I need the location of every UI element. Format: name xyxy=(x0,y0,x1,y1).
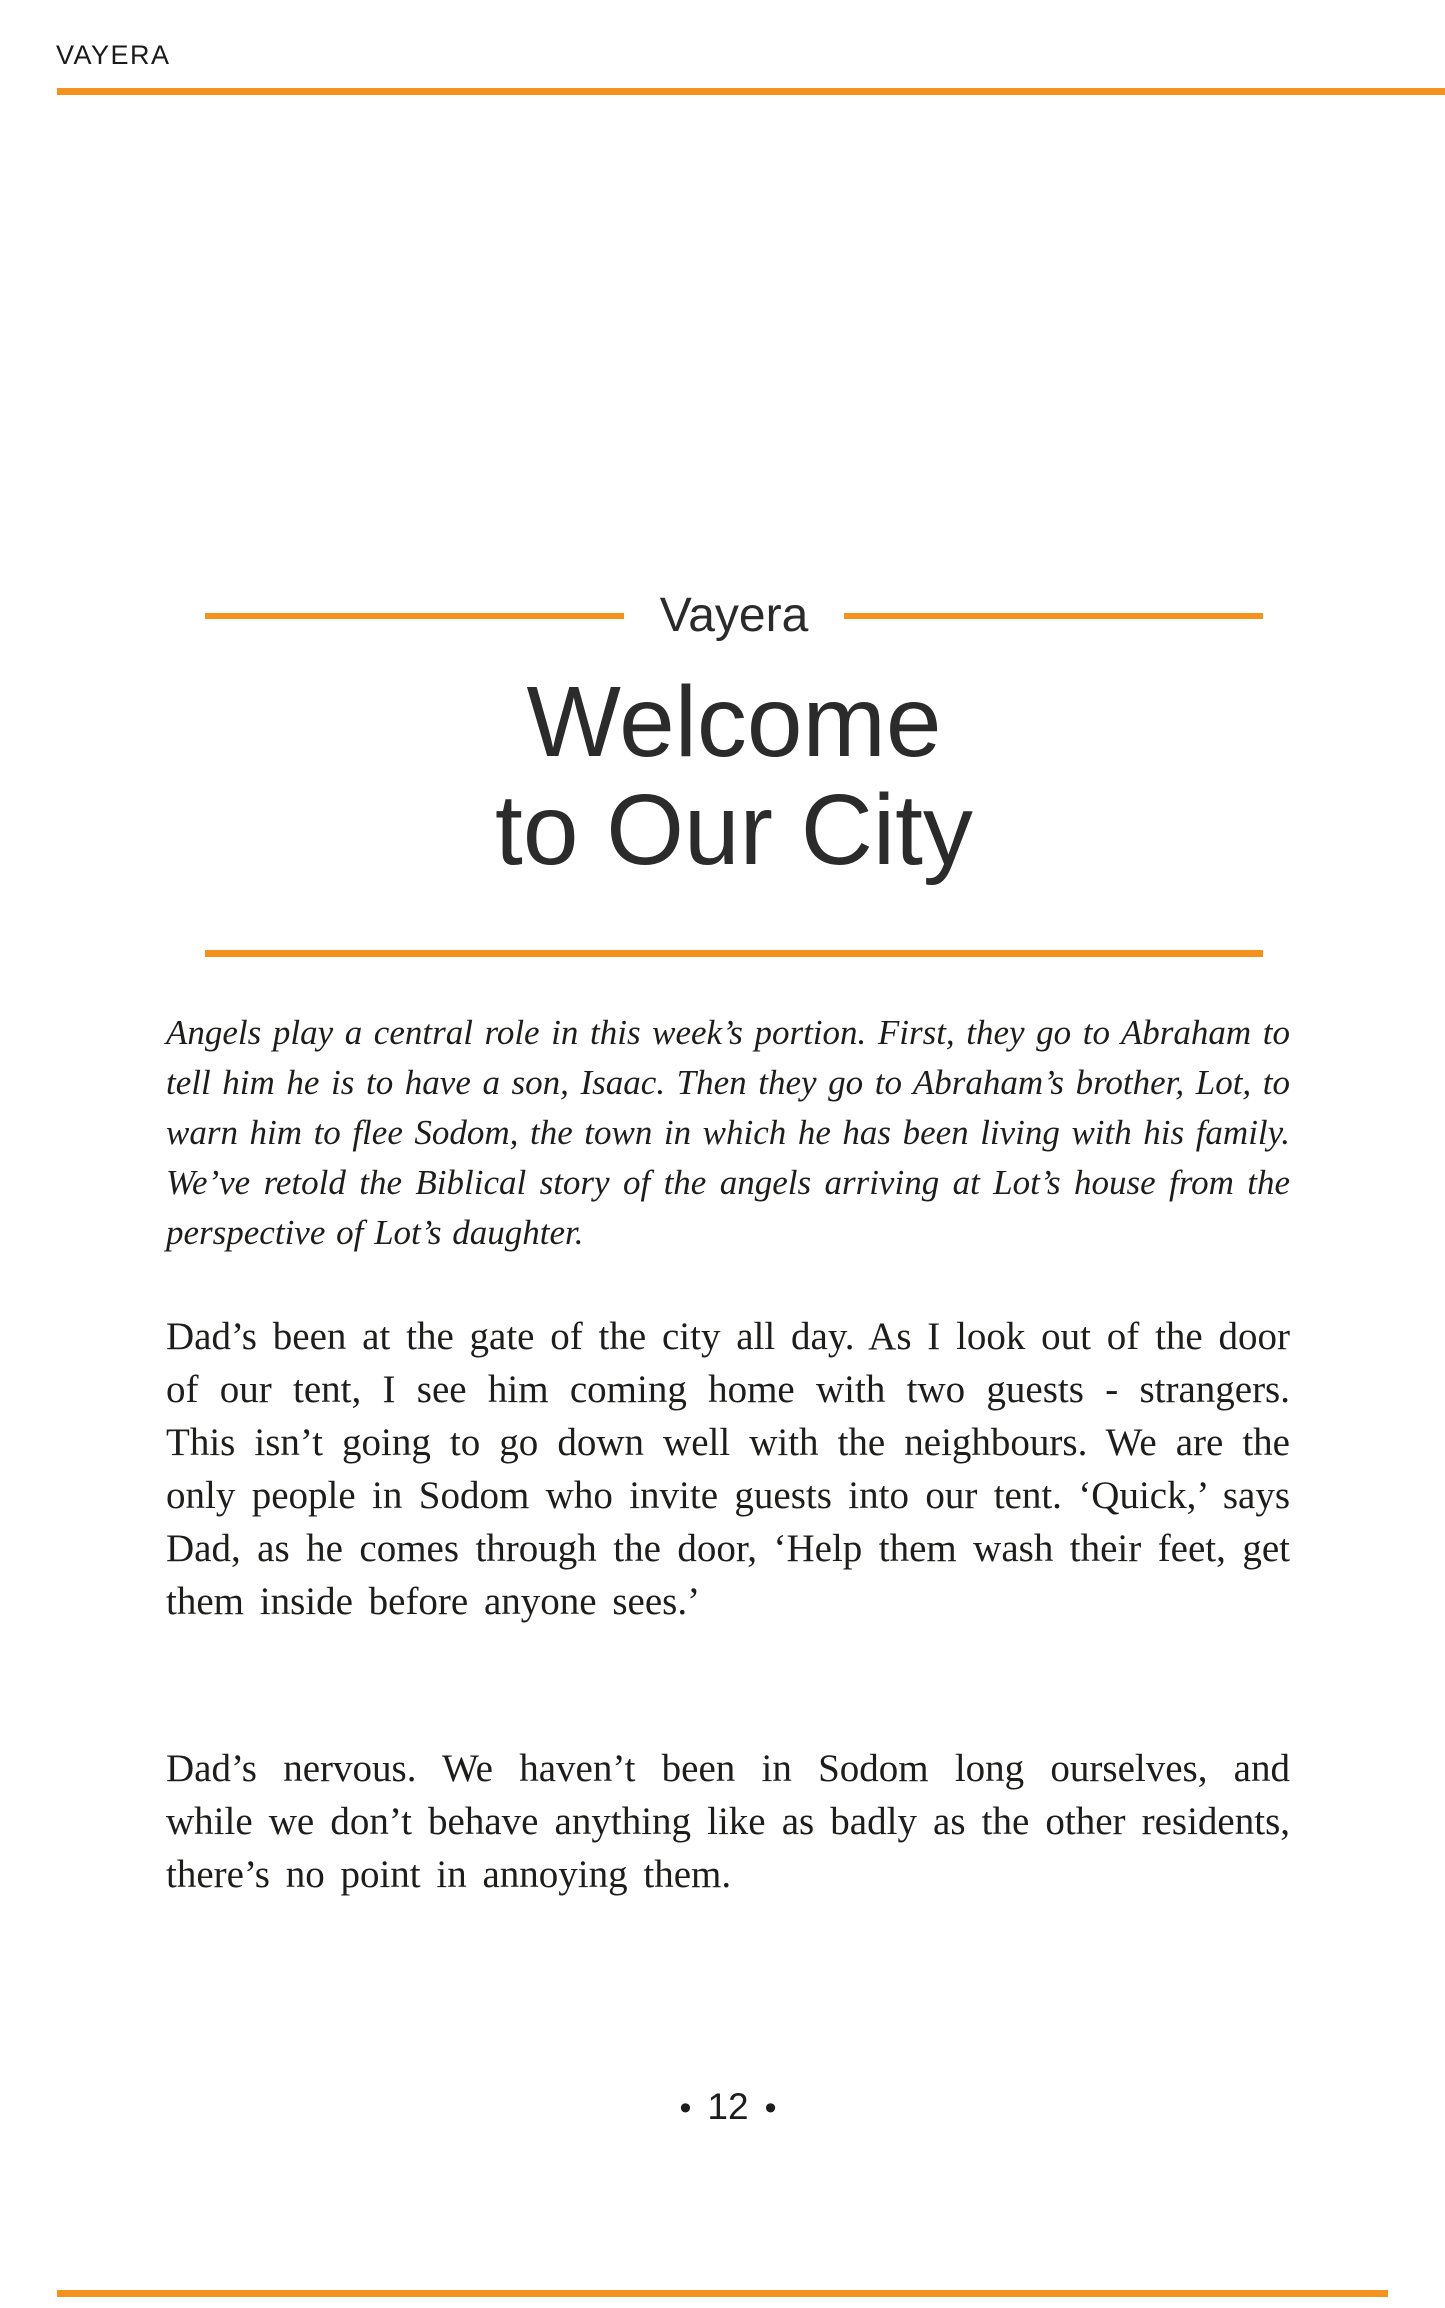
running-head: VAYERA xyxy=(56,40,171,70)
page-number-value: 12 xyxy=(707,2086,749,2127)
top-rule xyxy=(57,88,1445,95)
kicker-right-rule xyxy=(844,613,1263,619)
page-title-line-1: Welcome xyxy=(526,666,942,778)
kicker-label: Vayera xyxy=(659,589,809,642)
page-title xyxy=(205,668,1263,884)
kicker-row xyxy=(205,588,1263,643)
body-paragraph-2: Dad’s nervous. We haven’t been in Sodom long ourselves, and while we don’t behave anything like as badly as the other residents, there’s no point in annoying them. xyxy=(166,1747,1290,1896)
bottom-rule xyxy=(57,2290,1388,2297)
page-title-line-2: to Our City xyxy=(495,774,973,886)
page-number xyxy=(166,2086,1290,2128)
intro-paragraph: Angels play a central role in this week’s portion. First, they go to Abraham to tell him he is to have a son, Isaac. Then they go to Abraham’s brother, Lot, to warn him to flee Sodom, the town in which he has been living with his family. We’ve retold the Biblical story of the angels arriving at Lot’s house from the perspective of Lot’s daughter. xyxy=(166,1013,1290,1252)
page-number-right-bullet: • xyxy=(764,2089,777,2127)
kicker-left-rule xyxy=(205,613,624,619)
body-paragraph-1: Dad’s been at the gate of the city all day. As I look out of the door of our tent, I see him coming home with two guests - strangers. This isn’t going to go down well with the neighbours. We are the only people in Sodom who invite guests into our tent. ‘Quick,’ says Dad, as he comes through the door, ‘Help them wash their feet, get them inside before anyone sees.’ xyxy=(166,1315,1290,1623)
title-rule xyxy=(205,950,1263,957)
page-number-left-bullet: • xyxy=(679,2089,692,2127)
